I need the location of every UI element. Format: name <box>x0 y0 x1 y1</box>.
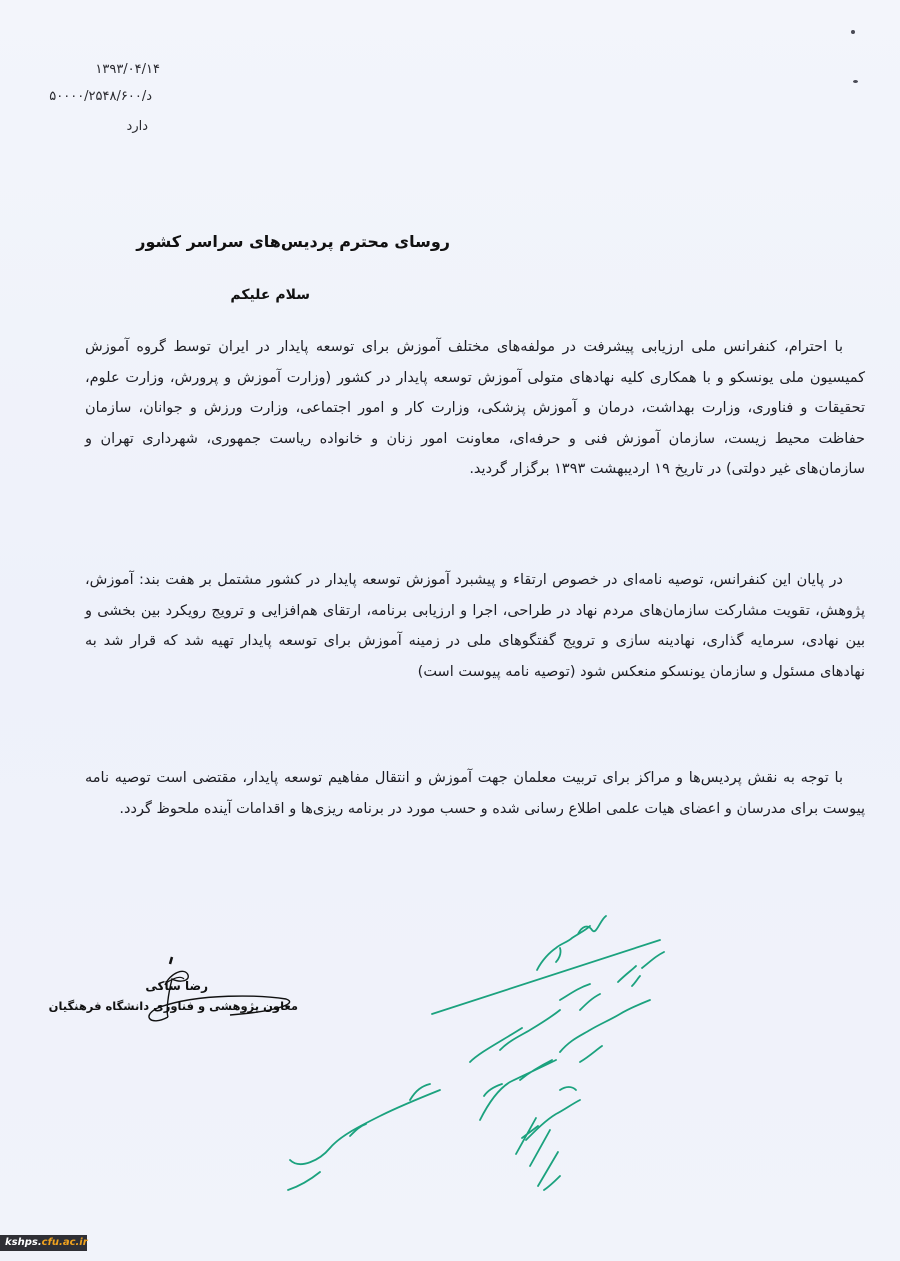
attachment-status: دارد <box>126 119 148 134</box>
body-paragraph-1 <box>85 332 865 485</box>
paragraph-text: با توجه به نقش پردیس‌ها و مراکز برای تربیت معلمان جهت آموزش و انتقال مفاهیم توسعه پایدار، مقتضی است توصیه نامه پیوست برای مدرسان و اعضای هیات علمی اطلاع رسانی شده و حسب مورد در برنامه ریزی‌ها و اقدامات آینده ملحوظ گردد. <box>85 770 865 817</box>
watermark-prefix: kshps. <box>5 1237 42 1248</box>
watermark-domain: cfu.ac.ir <box>41 1237 88 1248</box>
handwritten-referral-note <box>260 890 720 1210</box>
greeting: سلام علیکم <box>230 287 310 303</box>
paragraph-text: در پایان این کنفرانس، توصیه نامه‌ای در خصوص ارتقاء و پیشبرد آموزش توسعه پایدار در کشور مشتمل بر هفت بند: آموزش، پژوهش، تقویت مشارکت سازمان‌های مردم نهاد در طراحی، اجرا و ارزیابی برنامه، ارتقای هم‌افزایی و ترویج رویکرد بین بخشی و بین نهادی، سرمایه گذاری، نهادینه سازی و ترویج گفتگوهای ملی در زمینه آموزش برای توسعه پایدار تهیه شد که قرار شد به نهادهای مسئول و سازمان یونسکو منعکس شود (توصیه نامه پیوست است) <box>85 572 865 680</box>
scan-speck <box>851 30 855 34</box>
body-paragraph-3 <box>85 763 865 824</box>
body-paragraph-2 <box>85 565 865 687</box>
signatory-title: معاون پژوهشی و فناوری دانشگاه فرهنگیان <box>48 999 298 1013</box>
addressee-heading: روسای محترم پردیس‌های سراسر کشور <box>136 232 450 251</box>
scan-speck <box>853 80 858 83</box>
letter-date: ۱۳۹۳/۰۴/۱۴ <box>95 62 160 77</box>
letter-number: د/۵۰۰۰۰/۲۵۴۸/۶۰۰ <box>49 89 152 104</box>
paragraph-text: با احترام، کنفرانس ملی ارزیابی پیشرفت در مولفه‌های مختلف آموزش برای توسعه پایدار در ایران توسط گروه آموزش کمیسیون ملی یونسکو و با همکاری کلیه نهادهای متولی آموزش توسعه پایدار در کشور (وزارت آموزش و پرورش، وزارت علوم، تحقیقات و فناوری، وزارت بهداشت، درمان و آموزش پزشکی، وزارت کار و امور اجتماعی، وزارت ورزش و جوانان، سازمان حفاظت محیط زیست، سازمان آموزش فنی و حرفه‌ای، معاونت امور زنان و خانواده ریاست جمهوری، شهرداری تهران و سازمان‌های غیر دولتی) در تاریخ ۱۹ اردیبهشت ۱۳۹۳ برگزار گردید. <box>85 339 865 477</box>
site-watermark <box>0 1235 87 1251</box>
signatory-name: رضا ساکی <box>145 979 208 993</box>
handwritten-note-text: باسمه تعالی <box>260 890 266 891</box>
